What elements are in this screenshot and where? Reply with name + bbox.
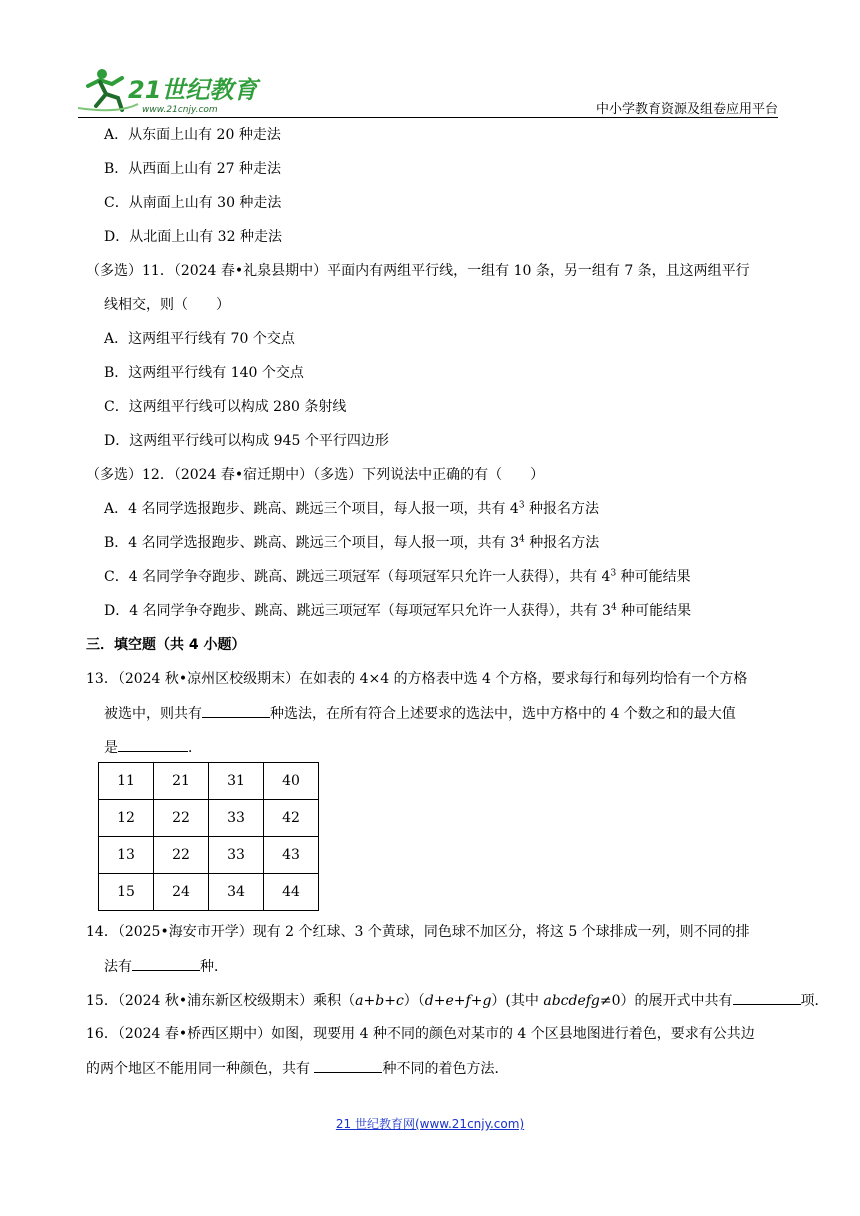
q16-blank: [314, 1058, 382, 1073]
header-divider: [78, 117, 778, 118]
q11-option-c: C．这两组平行线可以构成 280 条射线: [104, 399, 347, 415]
q15-text-a: 15．（2024 秋•浦东新区校级期末）乘积（: [86, 993, 356, 1009]
q14-blank: [132, 956, 200, 971]
q12-option-b-tail: 种报名方法: [524, 535, 600, 551]
q12-option-b: [104, 533, 599, 553]
q12-option-a-tail: 种报名方法: [524, 501, 600, 517]
q14-stem-line1: 14．（2025•海安市开学）现有 2 个红球、3 个黄球，同色球不加区分，将这 5 个球排成一列，则不同的排: [86, 924, 750, 940]
q11-option-b: B．这两组平行线有 140 个交点: [104, 365, 304, 381]
q12-option-d: [104, 601, 691, 621]
q12-option-a: [104, 499, 599, 519]
q15-vars: abcdefg: [543, 993, 600, 1009]
grid-cell: 11: [99, 763, 154, 800]
q11-option-d: D．这两组平行线可以构成 945 个平行四边形: [104, 433, 389, 449]
q12-option-d-tail: 种可能结果: [616, 603, 692, 619]
grid-cell: 42: [264, 800, 319, 837]
q12-stem: （多选）12．（2024 春•宿迁期中）（多选）下列说法中正确的有（ ）: [86, 467, 545, 483]
table-row: [99, 874, 319, 911]
q14-text-b: 种．: [200, 959, 228, 975]
q13-blank-1: [202, 703, 270, 718]
q15-var: f: [465, 993, 471, 1009]
q13-text-d: ．: [188, 740, 202, 756]
q13-stem-line1: 13．（2024 秋•凉州区校级期末）在如表的 4×4 的方格表中选 4 个方格，要求每行和每列均恰有一个方格: [86, 671, 748, 687]
q15-text-d: ≠0）的展开式中共有: [599, 993, 733, 1009]
q11-stem-line2: 线相交，则（ ）: [104, 297, 230, 313]
q13-text-c: 是: [104, 740, 118, 756]
grid-cell: 24: [154, 874, 209, 911]
q15-blank: [733, 990, 801, 1005]
q15-var: e: [445, 993, 454, 1009]
q15-var: b: [375, 993, 385, 1009]
q12-option-c: [104, 567, 691, 587]
grid-cell: 21: [154, 763, 209, 800]
q16-stem-line2: [86, 1058, 508, 1079]
q15-var: c: [395, 993, 404, 1009]
logo-21cnjy: [78, 64, 268, 116]
q10-option-c: C．从南面上山有 30 种走法: [104, 195, 282, 211]
q12-option-b-text: B．4 名同学选报跑步、跳高、跳远三个项目，每人报一项，共有 3: [104, 535, 520, 551]
grid-cell: 44: [264, 874, 319, 911]
q14-stem-line2: [104, 956, 228, 977]
grid-cell: 43: [264, 837, 319, 874]
q15-var: d: [424, 993, 434, 1009]
q12-option-c-tail: 种可能结果: [616, 569, 691, 585]
q13-stem-line2: [104, 703, 736, 724]
q15-op: +: [433, 993, 446, 1009]
q15-var: g: [482, 993, 492, 1009]
grid-cell: 33: [209, 837, 264, 874]
q10-option-a: A．从东面上山有 20 种走法: [104, 127, 281, 143]
table-row: [99, 800, 319, 837]
q15-op: +: [453, 993, 466, 1009]
q11-option-a: A．这两组平行线有 70 个交点: [104, 331, 295, 347]
platform-title: 中小学教育资源及组卷应用平台: [595, 102, 778, 117]
grid-cell: 15: [99, 874, 154, 911]
q11-stem-line1: （多选）11．（2024 春•礼泉县期中）平面内有两组平行线，一组有 10 条，另一组有 7 条，且这两组平行: [86, 263, 750, 279]
q16-text-b: 种不同的着色方法．: [382, 1061, 509, 1077]
q12-option-d-text: D．4 名同学争夺跑步、跳高、跳远三项冠军（每项冠军只允许一人获得），共有 3: [104, 603, 611, 619]
logo-main-text: 21世纪教育: [128, 76, 258, 104]
q12-option-b-exp: 4: [519, 534, 525, 545]
q12-option-c-exp: 3: [610, 568, 617, 579]
grid-cell: 13: [99, 837, 154, 874]
grid-cell: 31: [209, 763, 264, 800]
q13-number-grid: [98, 762, 319, 911]
q10-option-b: B．从西面上山有 27 种走法: [104, 161, 282, 177]
q15-var: a: [355, 993, 364, 1009]
grid-cell: 33: [209, 800, 264, 837]
q12-option-a-text: A．4 名同学选报跑步、跳高、跳远三个项目，每人报一项，共有 4: [104, 501, 519, 517]
q13-text-a: 被选中，则共有: [104, 706, 202, 722]
page-header: [78, 62, 778, 118]
footer-link[interactable]: 21 世纪教育网(www.21cnjy.com): [335, 1117, 525, 1131]
grid-cell: 12: [99, 800, 154, 837]
q15-op: +: [384, 993, 396, 1009]
q13-stem-line3: [104, 737, 202, 758]
q13-blank-2: [118, 737, 188, 752]
q15-text-e: 项．: [800, 993, 829, 1009]
q12-option-a-exp: 3: [518, 500, 525, 511]
table-row: [99, 837, 319, 874]
q15-op: +: [363, 993, 376, 1009]
table-row: [99, 763, 319, 800]
q14-text-a: 法有: [104, 959, 132, 975]
grid-cell: 22: [154, 800, 209, 837]
grid-cell: 34: [209, 874, 264, 911]
q10-option-d: D．从北面上山有 32 种走法: [104, 229, 282, 245]
q15-text-c: ）(其中: [491, 993, 544, 1009]
q13-text-b: 种选法，在所有符合上述要求的选法中，选中方格中的 4 个数之和的最大值: [270, 706, 736, 722]
q12-option-d-exp: 4: [610, 602, 617, 613]
section-heading: 三．填空题（共 4 小题）: [86, 637, 246, 653]
q15-op: +: [470, 993, 483, 1009]
q12-option-c-text: C．4 名同学争夺跑步、跳高、跳远三项冠军（每项冠军只允许一人获得），共有 4: [104, 569, 611, 585]
q15-stem: [86, 990, 829, 1011]
grid-cell: 22: [154, 837, 209, 874]
q16-stem-line1: 16．（2024 春•桥西区期中）如图，现要用 4 种不同的颜色对某市的 4 个区县地图进行着色，要求有公共边: [86, 1026, 755, 1042]
grid-cell: 40: [264, 763, 319, 800]
q15-text-b: ）（: [403, 993, 425, 1009]
logo-sub-text: www.21cnjy.com: [142, 105, 218, 115]
q16-text-a: 的两个地区不能用同一种颜色，共有: [86, 1061, 315, 1077]
